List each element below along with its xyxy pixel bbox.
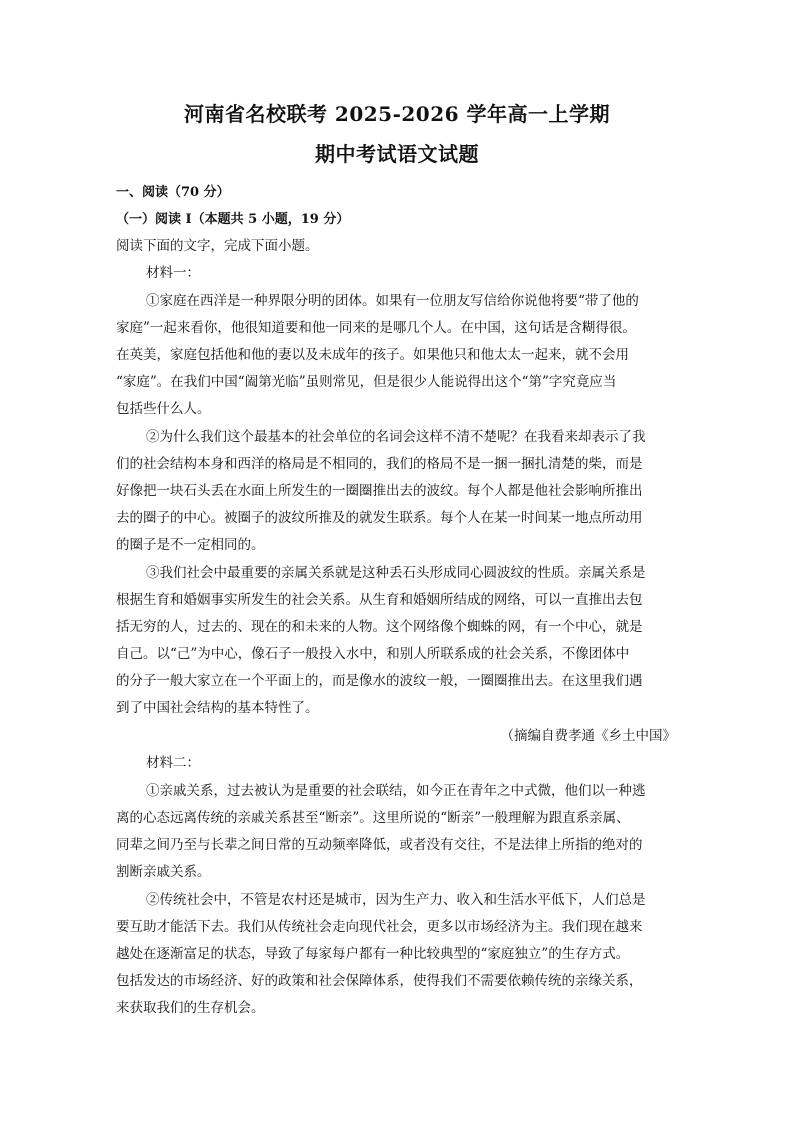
paragraph-line: ②为什么我们这个最基本的社会单位的名词会这样不清不楚呢？在我看来却表示了我 (146, 429, 646, 445)
material-1-source: （摘编自费孝通《乡土中国》 (500, 728, 676, 744)
paragraph-line: 根据生育和婚姻事实所发生的社会关系。从生育和婚姻所结成的网络，可以一直推出去包 (116, 592, 643, 608)
paragraph-line: “家庭”。在我们中国“阖第光临”虽则常见，但是很少人能说得出这个“第”字究竟应当 (116, 374, 617, 390)
paragraph-line: 在英美，家庭包括他和他的妻以及未成年的孩子。如果他只和他太太一起来，就不会用 (116, 347, 629, 363)
paragraph-line: 好像把一块石头丢在水面上所发生的一圈圈推出去的波纹。每个人都是他社会影响所推出 (116, 483, 643, 499)
paragraph-line: 割断亲戚关系。 (116, 864, 211, 880)
paragraph-line: 离的心态远离传统的亲戚关系甚至“断亲”。这里所说的“断亲”一般理解为跟直系亲属、 (116, 810, 630, 826)
paragraph-line: 来获取我们的生存机会。 (116, 1000, 265, 1016)
paragraph-line: 去的圈子的中心。被圈子的波纹所推及的就发生联系。每个人在某一时间某一地点所动用 (116, 510, 643, 526)
subsection-heading: （一）阅读 I（本题共 5 小题，19 分） (116, 212, 350, 227)
paragraph-line: ②传统社会中，不管是农村还是城市，因为生产力、收入和生活水平低下，人们总是 (146, 892, 646, 908)
exam-subtitle: 期中考试语文试题 (315, 142, 479, 166)
paragraph-line: 同辈之间乃至与长辈之间日常的互动频率降低，或者没有交往，不是法律上所指的绝对的 (116, 837, 643, 853)
paragraph-line: 括无穷的人，过去的、现在的和未来的人物。这个网络像个蜘蛛的网，有一个中心，就是 (116, 619, 643, 635)
material-2-label: 材料二： (146, 755, 200, 771)
paragraph-line: 包括些什么人。 (116, 401, 211, 417)
paragraph-line: ①亲戚关系，过去被认为是重要的社会联结，如今正在青年之中式微，他们以一种逃 (146, 783, 646, 799)
material-1-label: 材料一： (146, 265, 200, 281)
paragraph-line: ①家庭在西洋是一种界限分明的团体。如果有一位朋友写信给你说他将要“带了他的 (146, 293, 639, 309)
paragraph-line: 要互助才能活下去。我们从传统社会走向现代社会，更多以市场经济为主。我们现在越来 (116, 919, 643, 935)
paragraph-line: 的圈子是不一定相同的。 (116, 537, 265, 553)
paragraph-line: 们的社会结构本身和西洋的格局是不相同的，我们的格局不是一捆一捆扎清楚的柴，而是 (116, 456, 643, 472)
exam-title: 河南省名校联考 2025-2026 学年高一上学期 (183, 102, 611, 126)
paragraph-line: 自己。以“己”为中心，像石子一般投入水中，和别人所联系成的社会关系，不像团体中 (116, 646, 630, 662)
paragraph-line: ③我们社会中最重要的亲属关系就是这种丢石头形成同心圆波纹的性质。亲属关系是 (146, 565, 646, 581)
instruction: 阅读下面的文字，完成下面小题。 (116, 238, 319, 254)
section-heading: 一、阅读（70 分） (116, 185, 230, 200)
paragraph-line: 越处在逐渐富足的状态，导致了每家每户都有一种比较典型的“家庭独立”的生存方式。 (116, 946, 630, 962)
paragraph-line: 包括发达的市场经济、好的政策和社会保障体系，使得我们不需要依赖传统的亲缘关系， (116, 973, 643, 989)
paragraph-line: 到了中国社会结构的基本特性了。 (116, 700, 319, 716)
paragraph-line: 家庭”一起来看你，他很知道要和他一同来的是哪几个人。在中国，这句话是含糊得很。 (116, 320, 636, 336)
paragraph-line: 的分子一般大家立在一个平面上的，而是像水的波纹一般，一圈圈推出去。在这里我们遇 (116, 673, 643, 689)
